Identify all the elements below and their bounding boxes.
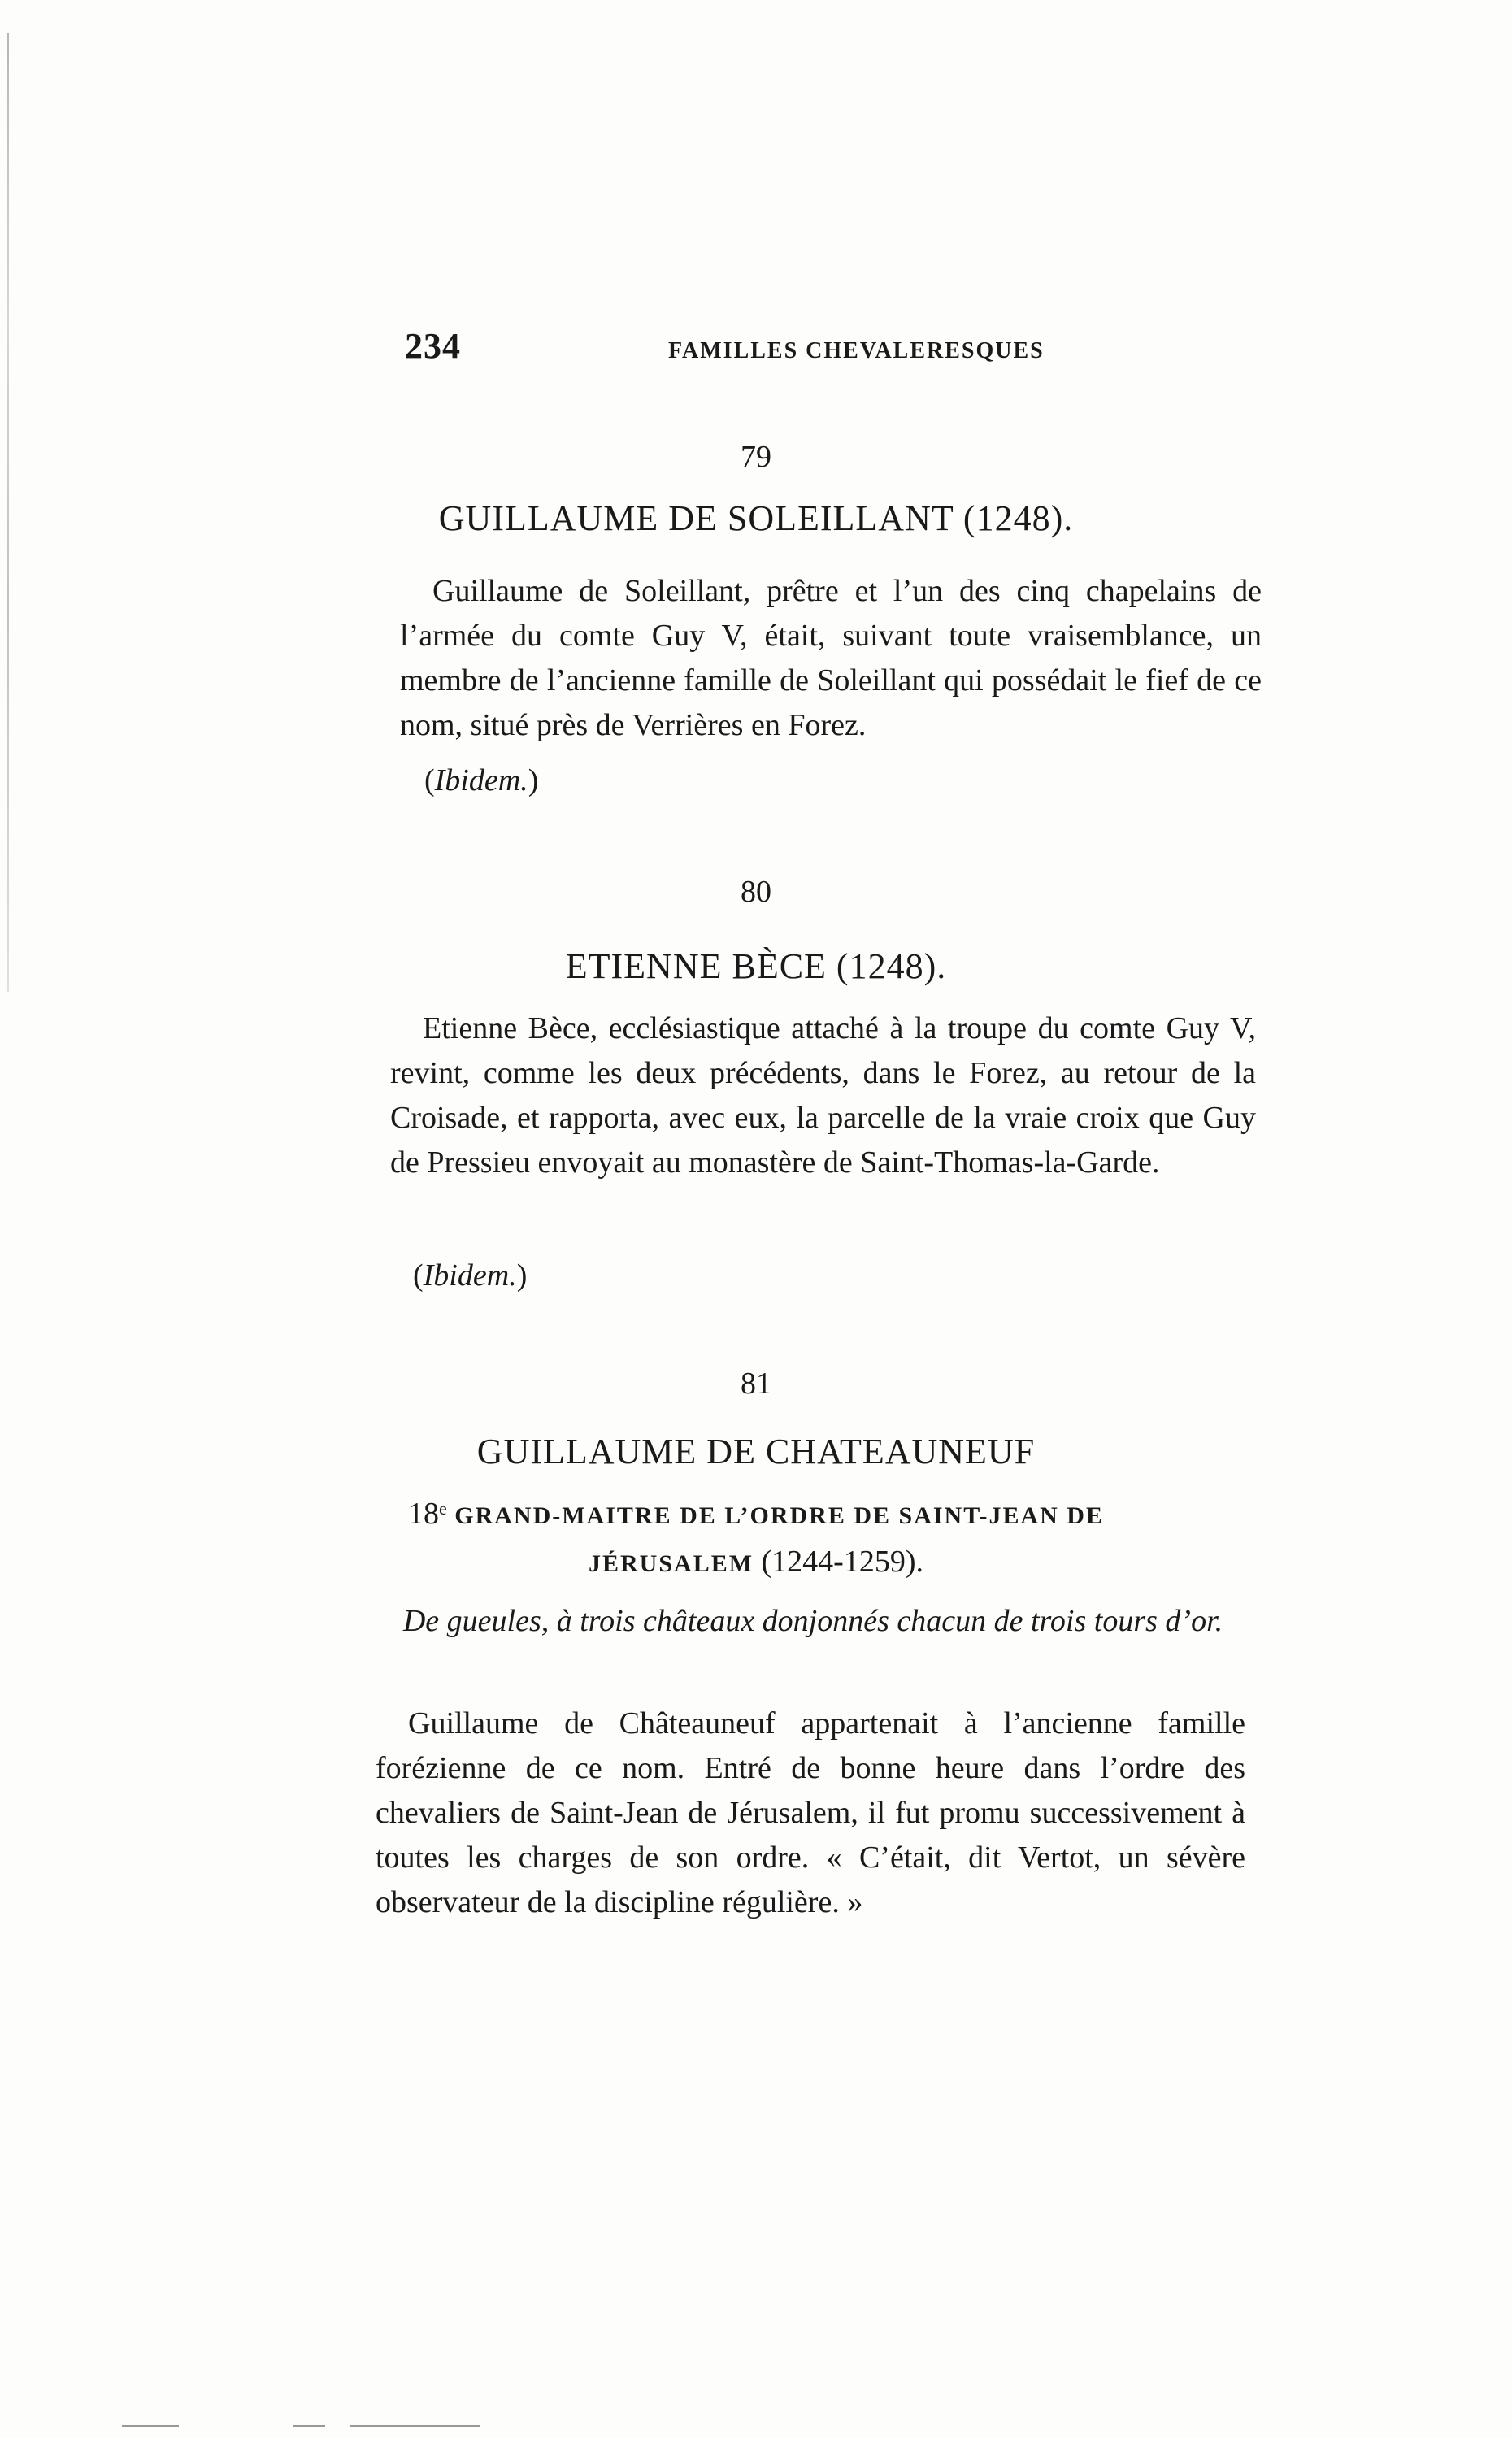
entry-body-81: Guillaume de Châteauneuf appartenait à l’ancienne famille forézienne de ce nom. Entré de bonne heure dans l’ordre des chevaliers de Saint-Jean de Jérusalem, il fut promu successivement à toutes les charges de son ordre. « C’était, dit Vertot, un sévère observateur de la discipline régulière. » bbox=[376, 1706, 1245, 1919]
footer-rule bbox=[122, 2425, 179, 2427]
source-text: Ibidem. bbox=[434, 763, 528, 797]
entry-source-80: (Ibidem.) bbox=[413, 1258, 528, 1293]
source-text: Ibidem. bbox=[423, 1258, 517, 1293]
running-head bbox=[0, 325, 1512, 382]
entry-number-80: 80 bbox=[741, 875, 771, 909]
entry-title-79: GUILLAUME DE SOLEILLANT (1248). bbox=[438, 498, 1074, 538]
subtitle-ordinal: 18 bbox=[408, 1497, 439, 1531]
page-number: 234 bbox=[405, 326, 461, 366]
subtitle-dates: (1244-1259). bbox=[761, 1545, 923, 1579]
entry-body-79: Guillaume de Soleillant, prêtre et l’un des cinq chapelains de l’armée du comte Guy V, était, suivant toute vraisemblance, un membre de l’ancienne famille de Soleillant qui possédait le fief de ce nom, situé près de Verrières en Forez. bbox=[400, 574, 1262, 742]
footer-rule bbox=[293, 2425, 325, 2427]
footer-rule bbox=[350, 2425, 480, 2427]
subtitle-line-2 bbox=[0, 1539, 1512, 1587]
entry-body-80: Etienne Bèce, ecclésiastique attaché à la troupe du comte Guy V, revint, comme les deux précédents, dans le Forez, au retour de la Croisade, et rapporta, avec eux, la parcelle de la vraie croix que Guy de Pressieu envoyait au monastère de Saint-Thomas-la-Garde. bbox=[390, 1011, 1256, 1180]
subtitle-order-name: GRAND-MAITRE DE L’ORDRE DE SAINT-JEAN DE bbox=[454, 1502, 1104, 1529]
coat-of-arms-blazon: De gueules, à trois châteaux donjonnés chacun de trois tours d’or. bbox=[402, 1604, 1223, 1638]
entry-number-81: 81 bbox=[741, 1367, 771, 1401]
subtitle-jerusalem: JÉRUSALEM bbox=[589, 1550, 754, 1577]
entry-title-80: ETIENNE BÈCE (1248). bbox=[565, 946, 947, 986]
entry-number-79: 79 bbox=[741, 440, 771, 474]
entry-subtitle-81 bbox=[0, 1486, 1512, 1587]
running-title: FAMILLES CHEVALERESQUES bbox=[668, 338, 1045, 363]
subtitle-ordinal-suffix: e bbox=[439, 1498, 447, 1519]
subtitle-line-1 bbox=[0, 1486, 1512, 1539]
entry-title-81: GUILLAUME DE CHATEAUNEUF bbox=[476, 1432, 1036, 1471]
entry-source-79: (Ibidem.) bbox=[424, 763, 539, 797]
